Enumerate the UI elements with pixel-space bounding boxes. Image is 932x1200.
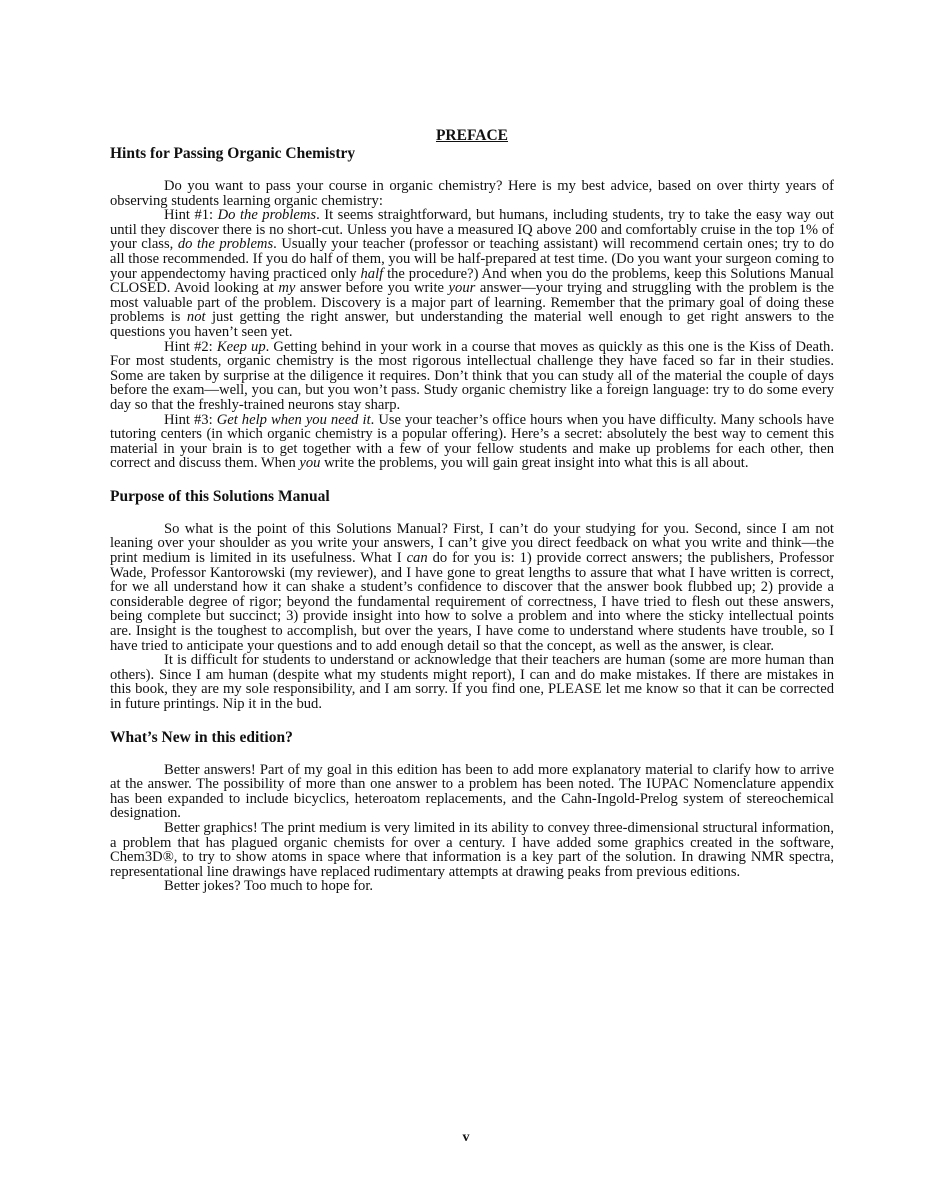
body-paragraph: [110, 340, 834, 413]
text-run: . It seems straightforward, but humans, including students, try to take the easy way out until they discover there is no short-cut. Unless you have a measured IQ above 200 and comfortably cruise in the top 1% of your class,: [110, 207, 834, 253]
italic-text: Do the problems: [217, 207, 317, 224]
page-number: v: [462, 1130, 470, 1145]
text-run: . Use your teacher’s office hours when you have difficulty. Many schools have tutoring centers (in which organic chemistry is a popular offering). Here’s a secret: absolutely the best way to cement this material in your brain is to get together with a few of your fellow students and make up problems for each other, then correct and discuss them. When: [110, 411, 835, 472]
text-run: Hint #3:: [164, 411, 217, 428]
preface-body: [110, 145, 834, 894]
body-paragraph: [110, 179, 834, 208]
section: [110, 488, 834, 712]
text-run: Better jokes? Too much to hope for.: [164, 878, 374, 895]
body-paragraph: [110, 821, 834, 879]
text-run: Do you want to pass your course in organic chemistry? Here is my best advice, based on over thirty years of observing students learning organic chemistry:: [110, 178, 834, 209]
body-paragraph: [110, 522, 834, 653]
text-run: write the problems, you will gain great insight into what this is all about.: [320, 455, 749, 472]
section: [110, 729, 834, 894]
text-run: . Usually your teacher (professor or teaching assistant) will recommend certain ones; try to do all those recommended. If you do half of them, you will be half-prepared at test time. (Do you want your surgeon coming to your appendectomy having practiced only: [110, 236, 834, 282]
preface-page: [110, 127, 834, 911]
text-run: just getting the right answer, but understanding the material well enough to get right answers to the questions you haven’t seen yet.: [110, 309, 834, 340]
italic-text: Keep up: [216, 338, 266, 355]
text-run: do for you is: 1) provide correct answers; the publishers, Professor Wade, Professor Kantorowski (my reviewer), and I have gone to great lengths to assure that what I have written is correct, for we all understand how it can shake a student’s confidence to discover that the answer book flubbed up; 2) provide a considerable degree of rigor; beyond the fundamental requirement of correctness, I have tried to flesh out these answers, being complete but succinct; 3) provide insight into how to solve a problem and into where the sticky intellectual points are. Insight is the toughest to accomplish, but over the years, I have come to understand where students have trouble, so I have tried to anticipate your questions and to add enough detail so that the concept, as well as the answer, is clear.: [110, 550, 835, 654]
text-run: the procedure?) And when you do the problems, keep this Solutions Manual CLOSED. Avoid looking at: [110, 265, 834, 297]
text-run: Hint #1:: [164, 207, 218, 224]
section-heading: What’s New in this edition?: [110, 728, 293, 746]
body-paragraph: [110, 653, 834, 711]
text-run: So what is the point of this Solutions Manual? First, I can’t do your studying for you. Second, since I am not leaning over your shoulder as you write your answers, I can’t give you direct feedback on what you write and think—the print medium is limited in its usefulness. What I: [110, 520, 834, 567]
section-heading: Hints for Passing Organic Chemistry: [110, 145, 356, 162]
body-paragraph: [110, 413, 834, 471]
page-title: PREFACE: [435, 127, 509, 144]
italic-text: my: [278, 280, 296, 297]
text-run: answer before you write: [295, 280, 449, 297]
text-run: . Getting behind in your work in a course that moves as quickly as this one is the Kiss of Death. For most students, organic chemistry is the most rigorous intellectual challenge they have faced so far in their studies. Some are taken by surprise at the diligence it requires. Don’t think that you can study all of the material the couple of days before the exam—well, you can, but you won’t pass. Study organic chemistry like a foreign language: try to do some every day so that the freshly-trained neurons stay sharp.: [110, 338, 835, 413]
italic-text: half: [360, 265, 384, 282]
italic-text: your: [448, 280, 476, 297]
section: [110, 145, 834, 471]
italic-text: Get help when you need it: [216, 411, 371, 428]
text-run: Hint #2:: [164, 338, 217, 355]
italic-text: not: [186, 309, 206, 326]
text-run: Better answers! Part of my goal in this edition has been to add more explanatory material to clarify how to arrive at the answer. The possibility of more than one answer to a problem has been noted. The IUPAC Nomenclature appendix has been expanded to include bicyclics, heteroatom replacements, and the Cahn-Ingold-Prelog system of stereochemical designation.: [110, 761, 834, 822]
italic-text: you: [299, 455, 321, 472]
text-run: It is difficult for students to understand or acknowledge that their teachers are human (some are more human than others). Since I am human (despite what my students might report), I can and do make mistakes. If there are mistakes in this book, they are my sole responsibility, and I am sorry. If you find one, PLEASE let me know so that it can be corrected in future printings. Nip it in the bud.: [110, 652, 834, 712]
text-run: Better graphics! The print medium is very limited in its ability to convey three-dimensional structural information, a problem that has plagued organic chemists for over a century. I have added some graphics created in the software, Chem3D®, to try to show atoms in space where that information is a key part of the solution. In drawing NMR spectra, representational line drawings have replaced rudimentary attempts at drawing peaks from previous editions.: [110, 819, 834, 880]
text-run: answer—your trying and struggling with the problem is the most valuable part of the problem. Discovery is a major part of learning. Remember that the primary goal of doing these problems is: [110, 280, 834, 326]
body-paragraph: [110, 763, 834, 821]
italic-text: do the problems: [177, 236, 274, 253]
body-paragraph: [110, 208, 834, 339]
section-heading: Purpose of this Solutions Manual: [110, 487, 330, 505]
body-paragraph: [110, 879, 834, 894]
italic-text: can: [406, 550, 428, 567]
